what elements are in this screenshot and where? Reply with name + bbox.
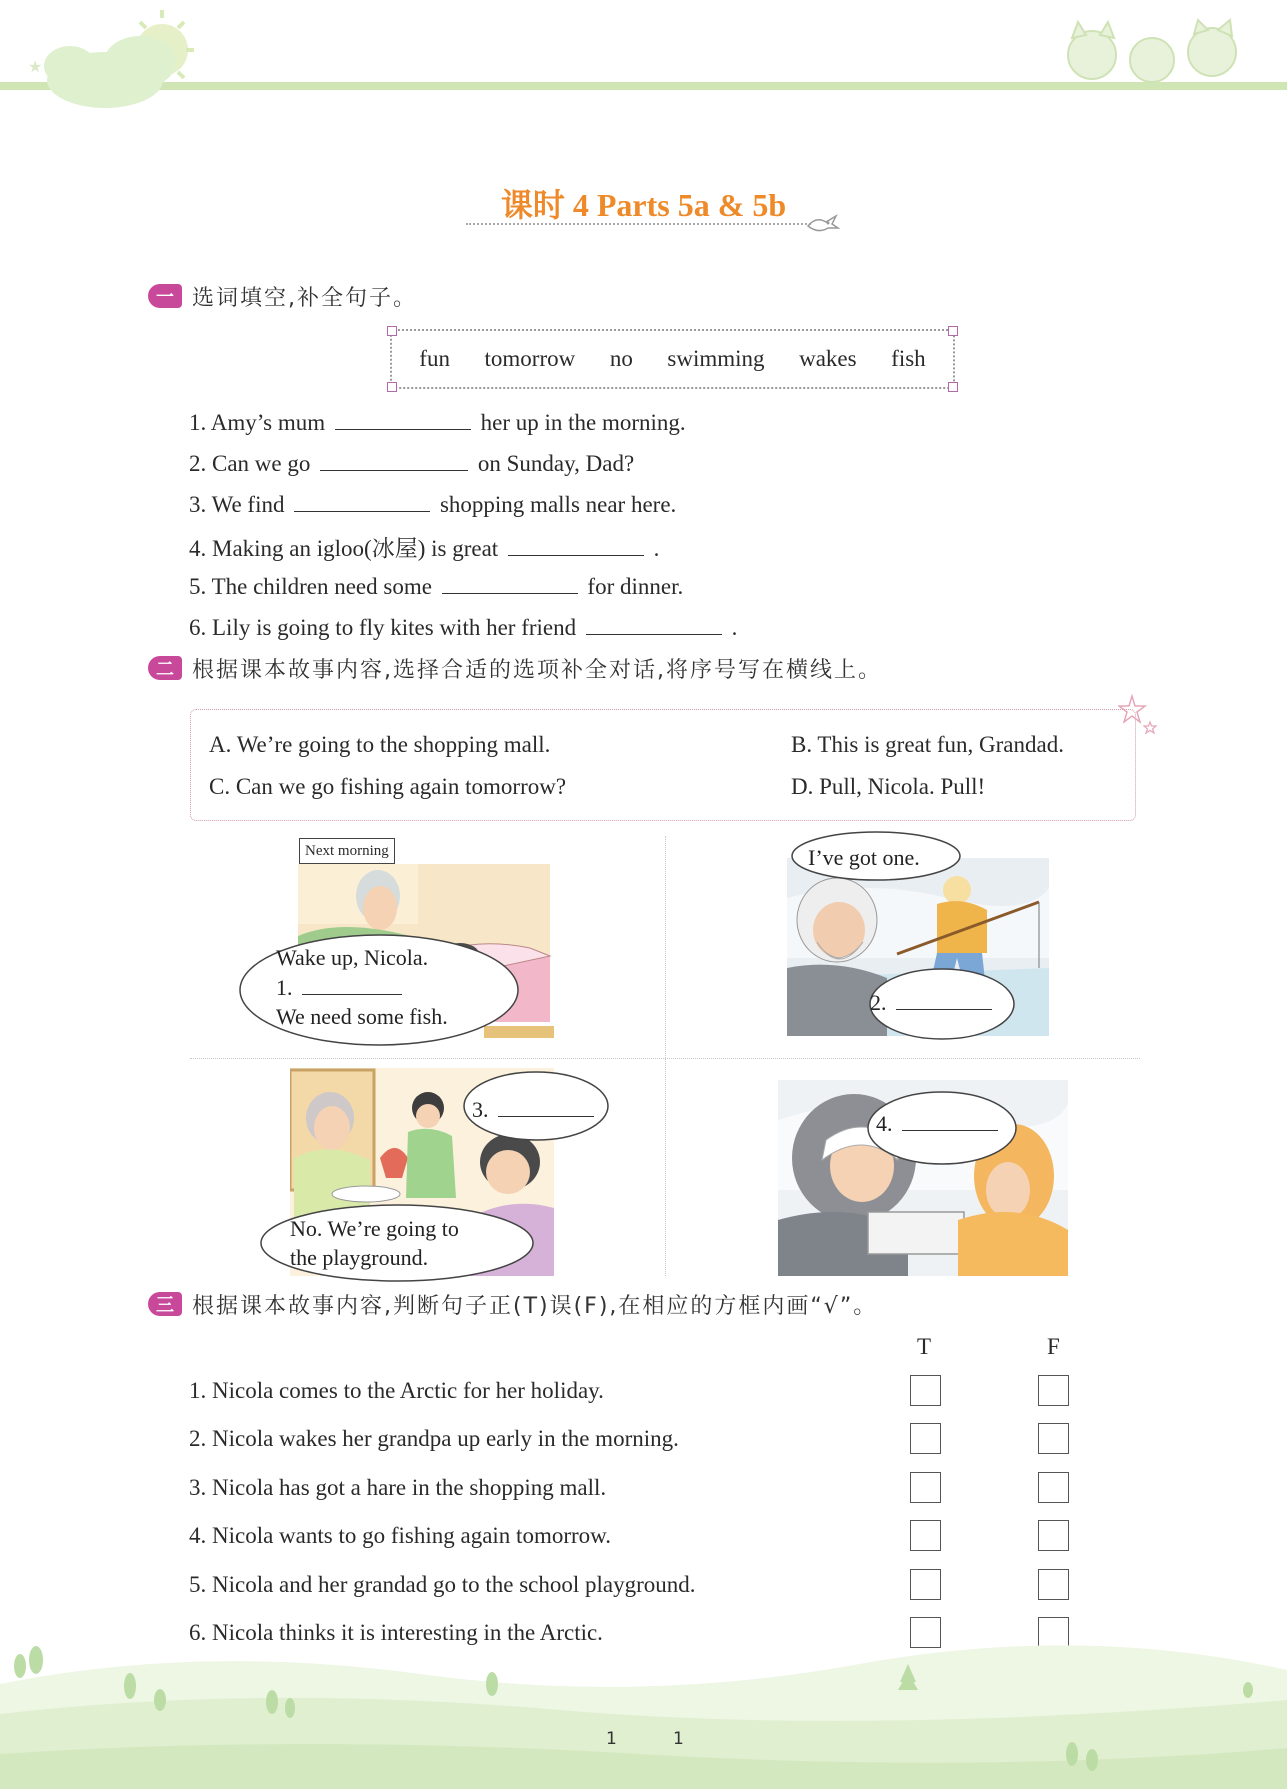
statement: 5. Nicola and her grandad go to the school playground. — [189, 1572, 696, 1597]
section-2-heading — [148, 653, 882, 683]
word-bank — [390, 329, 955, 389]
page-title: 课时 4 Parts 5a & 5b — [500, 187, 787, 223]
sentence-text: on Sunday, Dad? — [477, 451, 635, 476]
cat-icon — [1068, 20, 1236, 82]
option-d: D. Pull, Nicola. Pull! — [791, 774, 986, 799]
word-bank-item: no — [609, 346, 633, 371]
answer-blank[interactable] — [335, 407, 471, 430]
page-number: 1 — [673, 1729, 684, 1749]
checkbox-true[interactable] — [910, 1375, 941, 1406]
answer-blank[interactable] — [508, 533, 644, 556]
panel-divider — [665, 836, 666, 1276]
sentence-text: 1. Amy’s mum — [189, 410, 326, 435]
section-3-heading — [148, 1289, 877, 1319]
checkbox-true[interactable] — [910, 1569, 941, 1600]
section-instruction: 根据课本故事内容,判断句子正(T)误(F),在相应的方框内画“√”。 — [192, 1293, 878, 1319]
fill-sentence — [189, 571, 683, 600]
blank-number: 2. — [870, 990, 887, 1015]
fill-sentence — [189, 612, 737, 641]
blank-number: 4. — [876, 1111, 893, 1136]
answer-blank[interactable] — [294, 489, 430, 512]
word-bank-item: wakes — [799, 346, 857, 371]
box-corner — [387, 382, 397, 392]
bubble-line — [870, 990, 996, 1016]
sentence-text: for dinner. — [587, 574, 684, 599]
bubble-line: I’ve got one. — [808, 845, 920, 870]
column-false: F — [1047, 1334, 1060, 1359]
box-corner — [948, 326, 958, 336]
word-bank-item: tomorrow — [484, 346, 576, 371]
fill-sentence — [189, 530, 659, 563]
bubble-line — [876, 1111, 1002, 1137]
statement: 1. Nicola comes to the Arctic for her holiday. — [189, 1378, 604, 1403]
sentence-text: shopping malls near here. — [439, 492, 677, 517]
option-b: B. This is great fun, Grandad. — [791, 732, 1064, 757]
answer-blank[interactable] — [320, 448, 468, 471]
answer-blank[interactable] — [896, 991, 992, 1010]
word-bank-item: swimming — [667, 346, 765, 371]
answer-blank[interactable] — [302, 976, 402, 995]
checkbox-true[interactable] — [910, 1472, 941, 1503]
header-decoration — [0, 0, 1287, 120]
box-corner — [948, 382, 958, 392]
sentence-text: . — [653, 536, 660, 561]
answer-blank[interactable] — [498, 1098, 594, 1117]
answer-blank[interactable] — [442, 571, 578, 594]
section-badge: 三 — [148, 1292, 182, 1316]
statement: 4. Nicola wants to go fishing again tomorrow. — [189, 1523, 612, 1548]
answer-blank[interactable] — [902, 1112, 998, 1131]
options-box — [190, 709, 1136, 821]
sentence-text: her up in the morning. — [480, 410, 686, 435]
footer-decoration — [0, 1614, 1287, 1789]
fill-sentence — [189, 448, 634, 477]
column-true: T — [917, 1334, 932, 1359]
checkbox-true[interactable] — [910, 1423, 941, 1454]
bubble-line: We need some fish. — [276, 1004, 448, 1029]
panel-caption: Next morning — [299, 838, 395, 864]
section-instruction: 根据课本故事内容,选择合适的选项补全对话,将序号写在横线上。 — [192, 657, 882, 683]
statement: 3. Nicola has got a hare in the shopping mall. — [189, 1475, 607, 1500]
section-instruction: 选词填空,补全句子。 — [192, 285, 417, 311]
star-icon: ★ — [28, 59, 43, 76]
bubble-line — [472, 1097, 598, 1123]
title-underline — [466, 223, 811, 225]
box-corner — [387, 326, 397, 336]
fill-sentence — [189, 489, 676, 518]
blank-number: 1. — [276, 975, 293, 1000]
sentence-text: 3. We find — [189, 492, 285, 517]
page-number: 1 — [606, 1729, 617, 1749]
blank-number: 3. — [472, 1097, 489, 1122]
sentence-text: 2. Can we go — [189, 451, 311, 476]
option-c: C. Can we go fishing again tomorrow? — [209, 774, 567, 799]
bubble-line: No. We’re going to — [290, 1216, 459, 1241]
panel-divider — [190, 1058, 1140, 1059]
checkbox-true[interactable] — [910, 1520, 941, 1551]
fill-sentence — [189, 407, 686, 436]
checkbox-false[interactable] — [1038, 1375, 1069, 1406]
checkbox-false[interactable] — [1038, 1569, 1069, 1600]
bird-icon — [806, 210, 840, 236]
option-a: A. We’re going to the shopping mall. — [209, 732, 551, 757]
statement: 6. Nicola thinks it is interesting in the Arctic. — [189, 1620, 603, 1645]
cloud-icon — [44, 36, 176, 108]
word-bank-item: fish — [891, 346, 926, 371]
sentence-text: . — [731, 615, 738, 640]
bubble-line — [276, 975, 406, 1001]
sentence-text: 5. The children need some — [189, 574, 432, 599]
section-1-heading — [148, 281, 417, 311]
bubble-line: the playground. — [290, 1245, 429, 1270]
star-icon — [1118, 694, 1158, 736]
section-badge: 一 — [148, 284, 182, 308]
checkbox-false[interactable] — [1038, 1472, 1069, 1503]
checkbox-false[interactable] — [1038, 1423, 1069, 1454]
sentence-text: 4. Making an igloo(冰屋) is great — [189, 536, 499, 561]
answer-blank[interactable] — [586, 612, 722, 635]
section-badge: 二 — [148, 656, 182, 680]
word-bank-item: fun — [419, 346, 450, 371]
sentence-text: 6. Lily is going to fly kites with her friend — [189, 615, 577, 640]
bubble-line: Wake up, Nicola. — [276, 945, 429, 970]
statement: 2. Nicola wakes her grandpa up early in the morning. — [189, 1426, 679, 1451]
checkbox-false[interactable] — [1038, 1520, 1069, 1551]
